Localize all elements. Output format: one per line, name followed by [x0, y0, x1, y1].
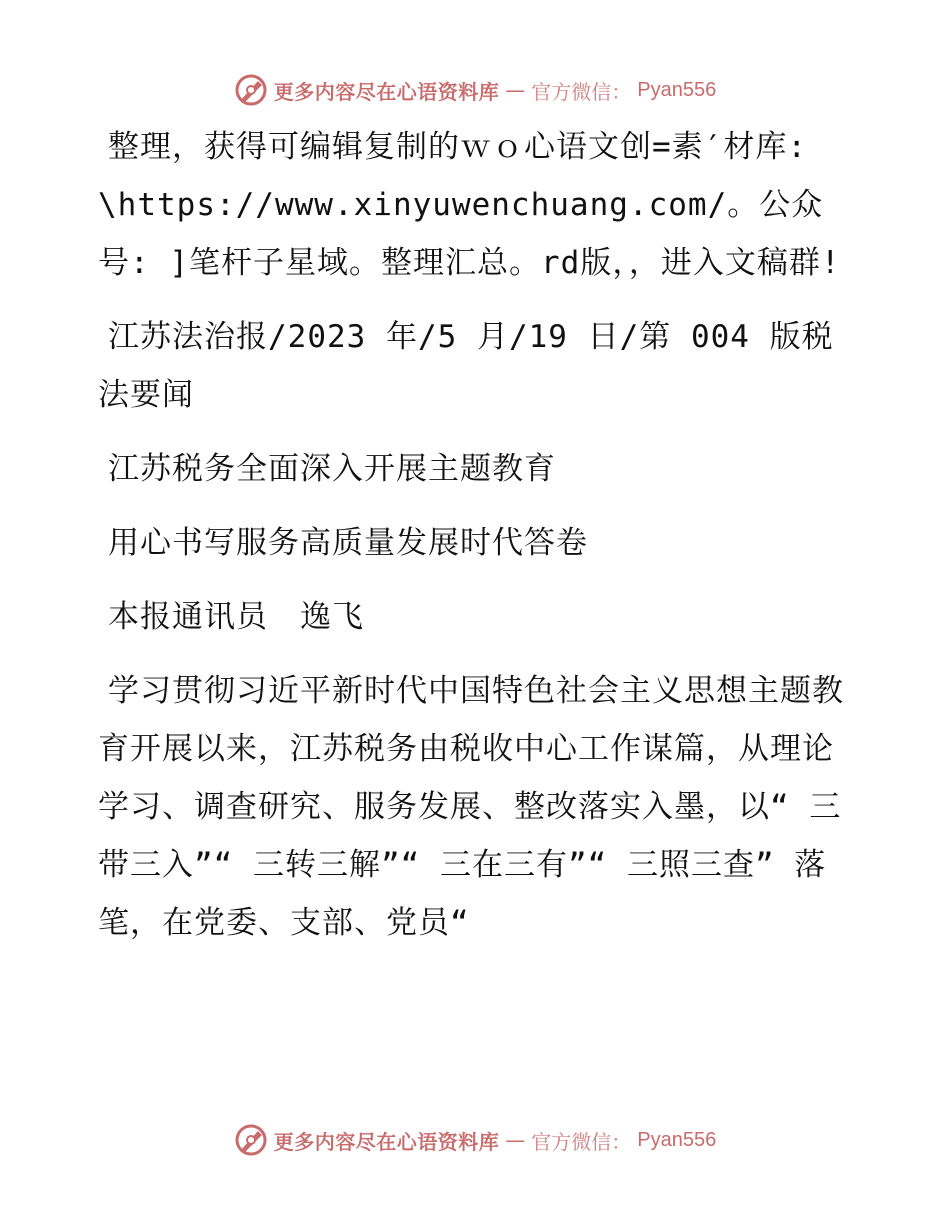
- watermark-header: [0, 70, 950, 110]
- watermark-label: 官方微信：: [531, 79, 632, 104]
- intro-paragraph: 整理，获得可编辑复制的ｗｏ心语文创=素′材库: \https://www.xinyuwenchuang.com/。公众号: ]笔杆子星域。整理汇总。rd版，，进入文稿群!: [98, 129, 841, 281]
- watermark-label: 官方微信：: [531, 1129, 632, 1154]
- watermark-handle: Pyan556: [637, 78, 717, 101]
- pen-logo-icon: [234, 1123, 268, 1157]
- watermark-footer: [0, 1120, 950, 1160]
- body-paragraph: 学习贯彻习近平新时代中国特色社会主义思想主题教育开展以来，江苏税务由税收中心工作谋篇，从理论学习、调查研究、服务发展、整改落实入墨，以“ 三带三入”“ 三转三解”“ 三在三有”“ 三照三查” 落笔，在党委、支部、党员“: [98, 673, 844, 941]
- article-title: 江苏税务全面深入开展主题教育: [108, 451, 556, 487]
- source-line: 江苏法治报/2023 年/5 月/19 日/第 004 版税法要闻: [98, 319, 834, 413]
- watermark-dash: —: [505, 1128, 526, 1152]
- watermark-text: 更多内容尽在心语资料库: [273, 1129, 500, 1154]
- watermark-dash: —: [505, 78, 526, 102]
- byline: 本报通讯员 逸飞: [108, 599, 364, 635]
- pen-logo-icon: [234, 73, 268, 107]
- watermark-handle: Pyan556: [637, 1128, 717, 1151]
- watermark-text: 更多内容尽在心语资料库: [273, 79, 500, 104]
- document-body: [98, 118, 858, 952]
- article-subtitle: 用心书写服务高质量发展时代答卷: [108, 525, 588, 561]
